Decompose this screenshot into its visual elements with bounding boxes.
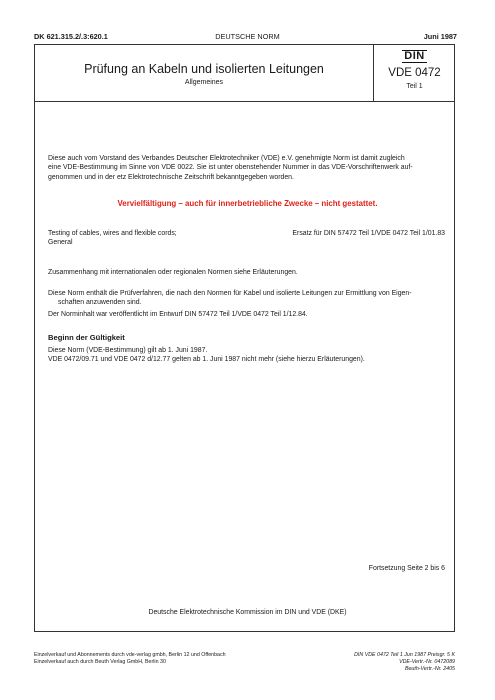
footer-line: DIN VDE 0472 Teil 1 Jun 1987 Preisgr. 5 K: [354, 652, 455, 658]
footer-line: Einzelverkauf und Abonnements durch vde-verlag gmbh, Berlin 12 und Offenbach: [34, 652, 226, 658]
footer-order-info: [354, 652, 455, 673]
intro-paragraph: [48, 154, 458, 182]
english-title-line: General: [48, 239, 73, 247]
scope-line: Diese Norm enthält die Prüfverfahren, die nach den Normen für Kabel und isolierte Leitungen zur Ermittlung von Eigen-: [48, 290, 412, 297]
footer-line: Einzelverkauf auch durch Beuth Verlag GmbH, Berlin 30: [34, 659, 166, 665]
scope-line: schaften anzuwenden sind.: [58, 299, 142, 307]
validity-paragraph: [48, 346, 458, 365]
replaces-note: Ersatz für DIN 57472 Teil 1/VDE 0472 Teil 1/01.83: [292, 230, 445, 237]
validity-line: Diese Norm (VDE-Bestimmung) gilt ab 1. Juni 1987.: [48, 347, 208, 354]
footer-sales-info: [34, 652, 226, 666]
intro-line: Diese auch vom Vorstand des Verbandes Deutscher Elektrotechniker (VDE) e.V. genehmigte Norm ist damit zugleich: [48, 155, 405, 162]
relation-note: Zusammenhang mit internationalen oder regionalen Normen siehe Erläuterungen.: [48, 269, 298, 276]
vde-number: VDE 0472: [388, 67, 441, 79]
issue-date: Juni 1987: [423, 32, 457, 41]
document-title: Prüfung an Kabeln und isolierten Leitungen: [84, 62, 324, 76]
validity-heading: Beginn der Gültigkeit: [48, 333, 125, 342]
din-logo: DIN: [402, 50, 427, 63]
footer-line: Beuth-Vertr.-Nr. 2405: [404, 666, 455, 672]
commission-name: Deutsche Elektrotechnische Kommission im DIN und VDE (DKE): [148, 609, 347, 616]
intro-line: genommen und in der etz Elektrotechnische Zeitschrift bekanntgegeben worden.: [48, 173, 294, 181]
continuation-note: Fortsetzung Seite 2 bis 6: [368, 565, 445, 572]
english-title-line: Testing of cables, wires and flexible cords;: [48, 230, 177, 237]
footer-line: VDE-Vertr.-Nr. 0472089: [399, 659, 455, 665]
intro-line: eine VDE-Bestimmung im Sinne von VDE 0022. Sie ist unter obenstehender Nummer in das VDE-Vorschriftenwerk auf-: [48, 164, 413, 172]
title-block: [34, 44, 455, 102]
document-subtitle: Allgemeines: [184, 79, 224, 86]
scope-paragraph: [48, 289, 458, 308]
reproduction-warning: Vervielfältigung – auch für innerbetriebliche Zwecke – nicht gestattet.: [117, 199, 378, 208]
validity-line: VDE 0472/09.71 und VDE 0472 d/12.77 gelten ab 1. Juni 1987 nicht mehr (siehe hierzu Erläuterungen).: [48, 356, 365, 364]
title-area: [34, 44, 374, 102]
draft-note: Der Norminhalt war veröffentlicht im Entwurf DIN 57472 Teil 1/VDE 0472 Teil 1/12.84.: [48, 311, 308, 318]
din-area: [374, 44, 455, 102]
part-number: Teil 1: [406, 83, 423, 90]
dk-number: DK 621.315.2/.3:620.1: [34, 32, 108, 41]
norm-label: DEUTSCHE NORM: [215, 32, 280, 41]
